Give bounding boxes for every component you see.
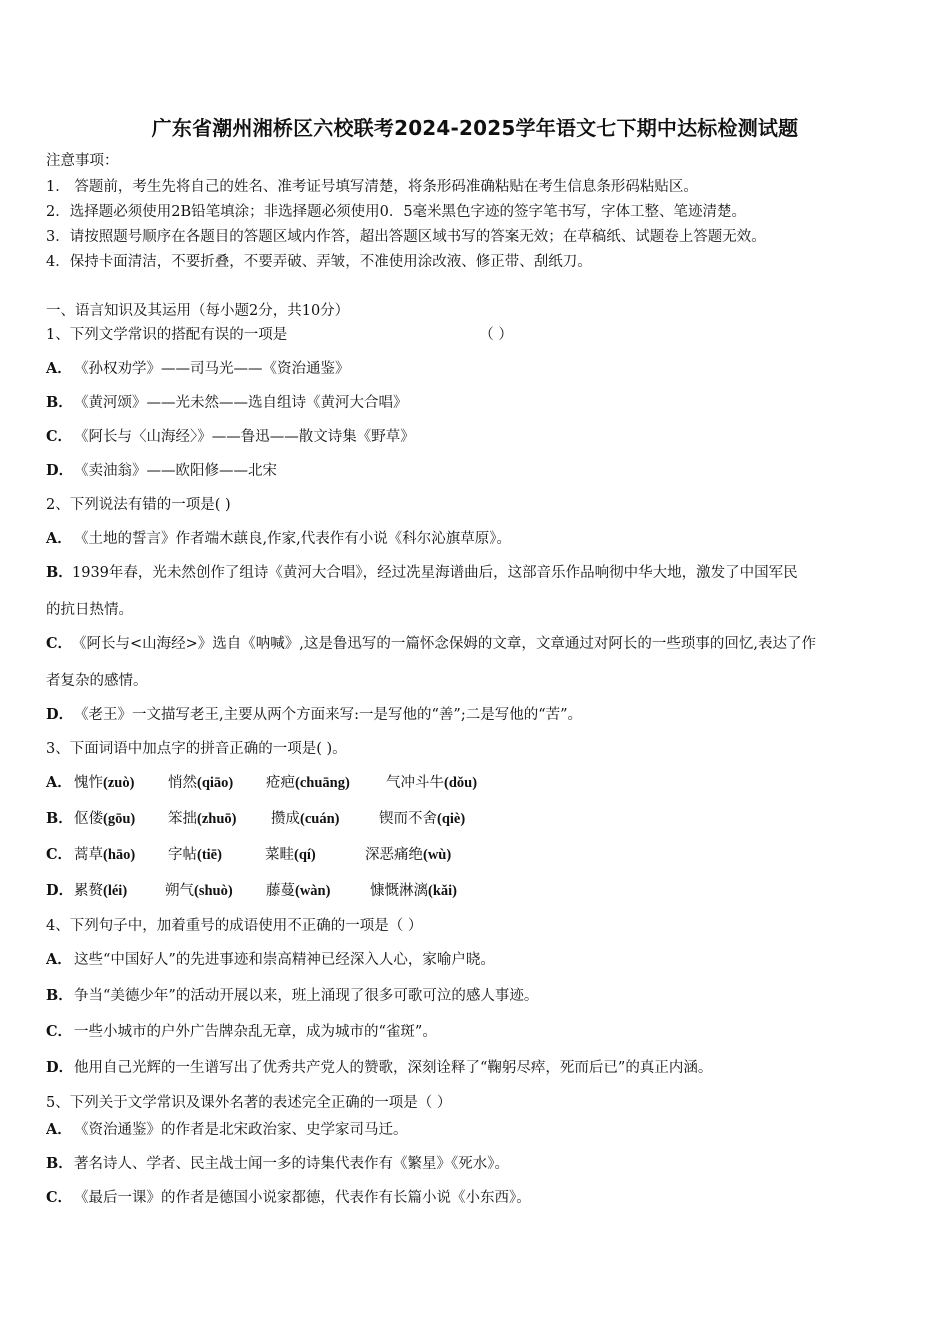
pinyin-item xyxy=(365,845,451,865)
option-text: 一些小城市的户外广告牌杂乱无章，成为城市的“雀斑”。 xyxy=(74,1024,437,1040)
notice-item-2: 2．选择题必须使用2B铅笔填涂；非选择题必须使用0．5毫米黑色字迹的签字笔书写，字体工整、笔迹清楚。 xyxy=(46,204,747,220)
q2-option-c-cont: 者复杂的感情。 xyxy=(46,673,148,689)
pinyin: (wàn) xyxy=(295,883,331,899)
q2-option-b-cont: 的抗日热情。 xyxy=(46,602,133,618)
word-text: 气冲斗牛 xyxy=(386,775,444,791)
pinyin-item xyxy=(74,881,165,901)
pinyin: (cuán) xyxy=(300,811,340,827)
q3-option-c xyxy=(46,845,451,865)
q1-option-c xyxy=(46,427,415,447)
q4-option-b xyxy=(46,986,538,1006)
pinyin-item xyxy=(265,845,365,865)
option-text: 《黄河颂》——光未然——选自组诗《黄河大合唱》 xyxy=(74,395,408,411)
pinyin: (qiāo) xyxy=(197,775,234,791)
answer-paren: （ ） xyxy=(479,327,513,343)
word-text: 伛偻 xyxy=(74,811,103,827)
pinyin-item xyxy=(370,881,457,901)
pinyin: (hāo) xyxy=(103,847,136,863)
q4-option-d xyxy=(46,1058,712,1078)
pinyin-item xyxy=(266,773,386,793)
notice-heading: 注意事项： xyxy=(46,153,119,169)
q2-option-b xyxy=(46,563,798,583)
option-label: A． xyxy=(46,774,72,791)
option-text: 这些“中国好人”的先进事迹和崇高精神已经深入人心，家喻户晓。 xyxy=(74,952,495,968)
word-text: 累赘 xyxy=(74,883,103,899)
option-text: 《卖油翁》——欧阳修——北宋 xyxy=(74,463,277,479)
pinyin-item xyxy=(74,773,168,793)
word-text: 悄然 xyxy=(168,775,197,791)
pinyin-item xyxy=(165,881,266,901)
word-text: 攒成 xyxy=(271,811,300,827)
pinyin-item xyxy=(168,773,266,793)
pinyin: (chuāng) xyxy=(295,775,350,791)
q1-option-d xyxy=(46,461,277,481)
q5-option-a xyxy=(46,1120,408,1140)
section-heading: 一、语言知识及其运用（每小题2分，共10分） xyxy=(46,303,350,319)
option-label: D． xyxy=(46,462,74,479)
pinyin-item xyxy=(379,809,465,829)
pinyin: (gōu) xyxy=(103,811,136,827)
option-label: B． xyxy=(46,394,73,411)
q3-option-d xyxy=(46,881,457,901)
option-label: D． xyxy=(46,882,74,899)
option-label: C． xyxy=(46,846,73,863)
word-text: 朔气 xyxy=(165,883,194,899)
pinyin: (tiē) xyxy=(197,847,222,863)
pinyin: (zhuō) xyxy=(197,811,237,827)
q2-option-c xyxy=(46,634,816,654)
q1-option-b xyxy=(46,393,408,413)
option-text: 他用自己光辉的一生谱写出了优秀共产党人的赞歌，深刻诠释了“鞠躬尽瘁，死而后已”的真正内涵。 xyxy=(74,1060,713,1076)
word-text: 笨拙 xyxy=(168,811,197,827)
option-label: D． xyxy=(46,706,74,723)
pinyin: (léi) xyxy=(103,883,128,899)
option-label: A． xyxy=(46,1121,72,1138)
pinyin-item xyxy=(266,881,370,901)
option-label: B． xyxy=(46,987,73,1004)
word-text: 菜畦 xyxy=(265,847,294,863)
pinyin-item xyxy=(168,845,265,865)
word-text: 藤蔓 xyxy=(266,883,295,899)
pinyin: (zuò) xyxy=(103,775,135,791)
pinyin: (shuò) xyxy=(194,883,233,899)
q3-option-b xyxy=(46,809,465,829)
word-text: 愧怍 xyxy=(74,775,103,791)
option-label: C． xyxy=(46,1189,73,1206)
option-text: 《土地的誓言》作者端木蕻良,作家,代表作有小说《科尔沁旗草原》。 xyxy=(74,531,511,547)
pinyin-item xyxy=(74,809,168,829)
option-label: C． xyxy=(46,428,73,445)
notice-item-4: 4．保持卡面清洁，不要折叠，不要弄破、弄皱，不准使用涂改液、修正带、刮纸刀。 xyxy=(46,254,592,270)
question-1-stem xyxy=(46,325,513,345)
pinyin: (wù) xyxy=(423,847,452,863)
question-3-stem: 3、下面词语中加点字的拼音正确的一项是( )。 xyxy=(46,741,347,757)
option-label: A． xyxy=(46,360,72,377)
option-text: 《资治通鉴》的作者是北宋政治家、史学家司马迁。 xyxy=(74,1122,408,1138)
pinyin-item xyxy=(168,809,271,829)
pinyin-item xyxy=(74,845,168,865)
pinyin: (qiè) xyxy=(437,811,466,827)
option-text: 《阿长与<山海经>》选自《呐喊》,这是鲁迅写的一篇怀念保姆的文章，文章通过对阿长的一些琐事的回忆,表达了作 xyxy=(72,636,817,652)
word-text: 字帖 xyxy=(168,847,197,863)
q1-option-a xyxy=(46,359,350,379)
pinyin: (kǎi) xyxy=(428,883,457,899)
q5-option-c xyxy=(46,1188,531,1208)
word-text: 锲而不舍 xyxy=(379,811,437,827)
option-label: B． xyxy=(46,564,73,581)
pinyin: (dǒu) xyxy=(444,775,478,791)
option-label: A． xyxy=(46,530,72,547)
option-label: B． xyxy=(46,1155,73,1172)
question-1-text: 1、下列文学常识的搭配有误的一项是 xyxy=(46,327,288,343)
option-text: 《孙权劝学》——司马光——《资治通鉴》 xyxy=(74,361,350,377)
option-text: 《最后一课》的作者是德国小说家都德，代表作有长篇小说《小东西》。 xyxy=(74,1190,531,1206)
option-text: 争当“美德少年”的活动开展以来，班上涌现了很多可歌可泣的感人事迹。 xyxy=(74,988,539,1004)
question-4-stem: 4、下列句子中，加着重号的成语使用不正确的一项是（ ） xyxy=(46,918,423,934)
word-text: 慷慨淋漓 xyxy=(370,883,428,899)
option-label: B． xyxy=(46,810,73,827)
option-text: 《老王》一文描写老王,主要从两个方面来写:一是写他的“善”;二是写他的“苦”。 xyxy=(74,707,583,723)
question-2-stem: 2、下列说法有错的一项是( ) xyxy=(46,497,231,513)
q5-option-b xyxy=(46,1154,509,1174)
pinyin: (qí) xyxy=(294,847,316,863)
word-text: 深恶痛绝 xyxy=(365,847,423,863)
option-text: 著名诗人、学者、民主战士闻一多的诗集代表作有《繁星》《死水》。 xyxy=(74,1156,509,1172)
q4-option-c xyxy=(46,1022,437,1042)
option-label: C． xyxy=(46,635,73,652)
q2-option-a xyxy=(46,529,511,549)
question-5-stem: 5、下列关于文学常识及课外名著的表述完全正确的一项是（ ） xyxy=(46,1095,452,1111)
q2-option-d xyxy=(46,705,582,725)
option-label: C． xyxy=(46,1023,73,1040)
option-label: D． xyxy=(46,1059,74,1076)
option-text: 1939年春，光未然创作了组诗《黄河大合唱》，经过冼星海谱曲后，这部音乐作品响彻中华大地，激发了中国军民 xyxy=(72,565,798,581)
pinyin-item xyxy=(386,773,477,793)
notice-item-1: 1． 答题前，考生先将自己的姓名、准考证号填写清楚，将条形码准确粘贴在考生信息条形码粘贴区。 xyxy=(46,179,698,195)
pinyin-item xyxy=(271,809,379,829)
q4-option-a xyxy=(46,950,495,970)
q3-option-a xyxy=(46,773,477,793)
notice-item-3: 3．请按照题号顺序在各题目的答题区域内作答，超出答题区域书写的答案无效；在草稿纸、试题卷上答题无效。 xyxy=(46,229,766,245)
page-title: 广东省潮州湘桥区六校联考2024-2025学年语文七下期中达标检测试题 xyxy=(151,116,799,140)
word-text: 蒿草 xyxy=(74,847,103,863)
option-text: 《阿长与〈山海经〉》——鲁迅——散文诗集《野草》 xyxy=(74,429,415,445)
word-text: 疮疤 xyxy=(266,775,295,791)
option-label: A． xyxy=(46,951,72,968)
